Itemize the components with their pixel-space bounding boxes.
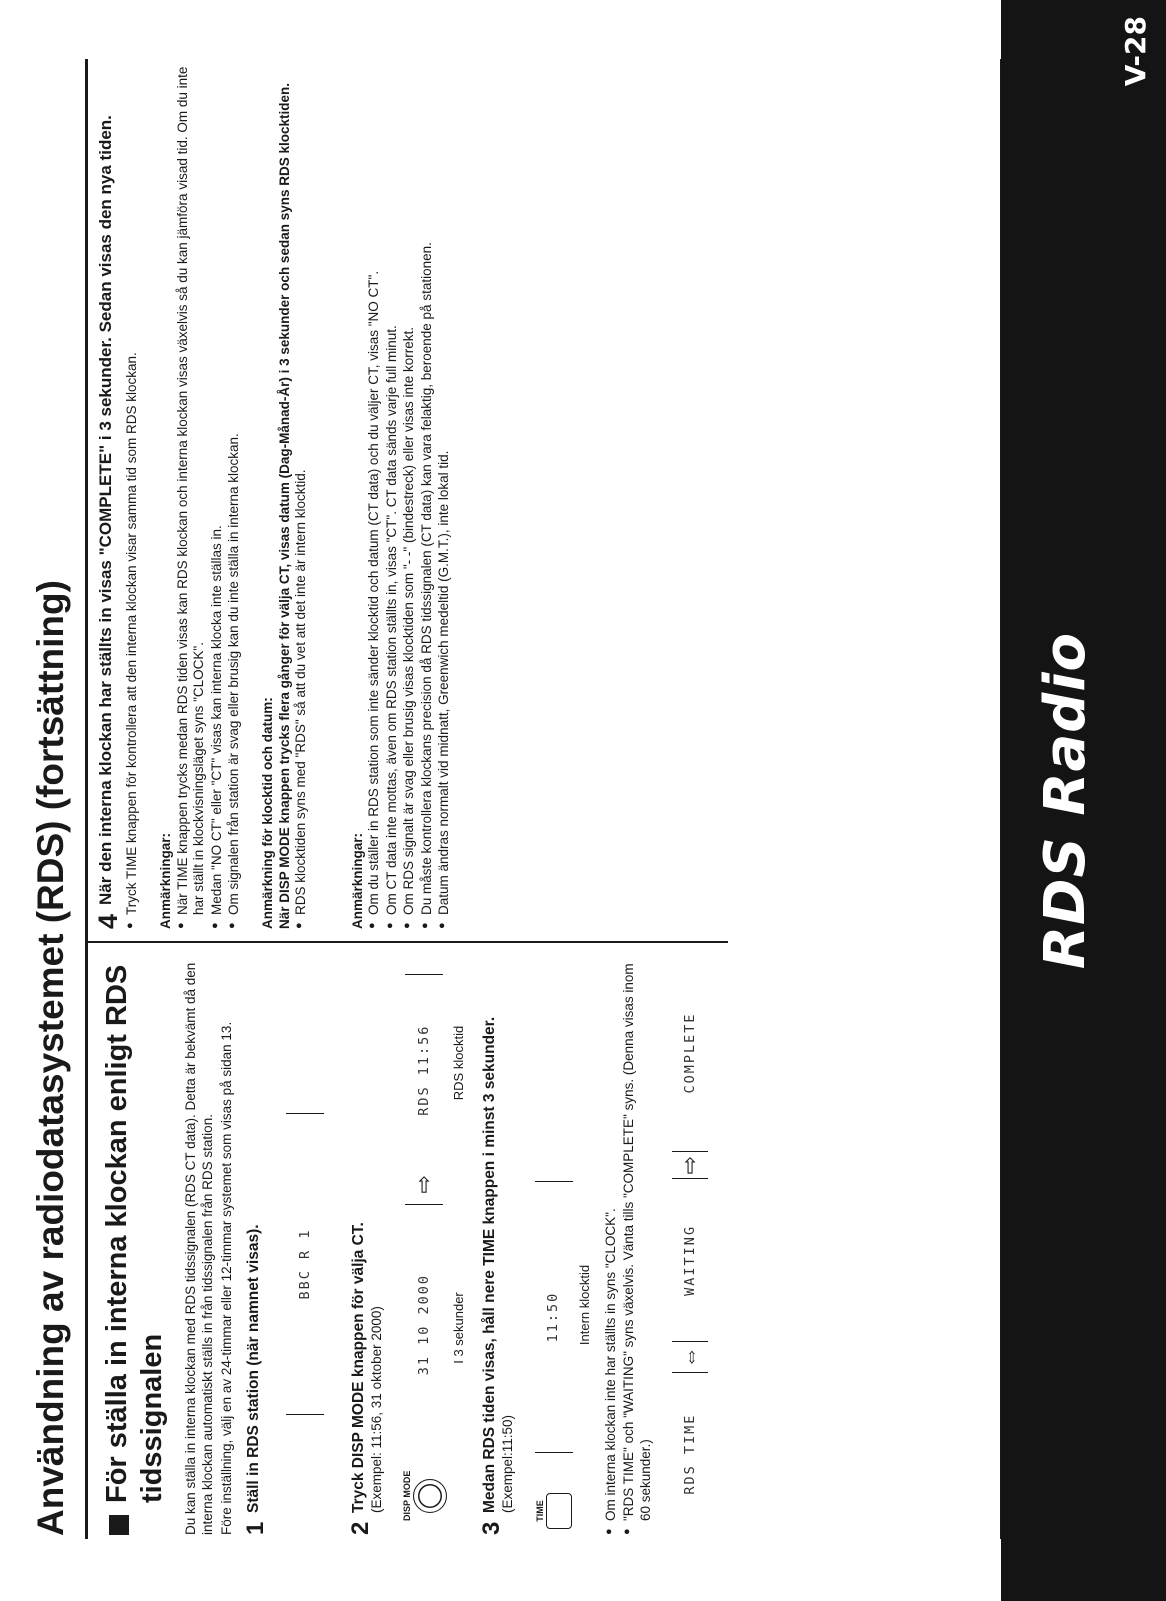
list-item: ● Datum ändras normalt vid midnatt, Greenwich medeltid (G.M.T.), inte lokal tid. (436, 57, 452, 929)
list-item: ● Tryck TIME knappen för kontrollera att den interna klockan visar samma tid som RDS klockan. (124, 57, 140, 929)
list-item: ● Om interna klockan inte har ställts in syns "CLOCK". (603, 955, 620, 1535)
list-item: ● När TIME knappen trycks medan RDS tiden visas kan RDS klockan och interna klockan visas växelvis så du kan jämföra visad tid. Om du inte har ställt in klockvisningsläget syns "CLOCK". (175, 57, 208, 929)
knob-icon (413, 1479, 447, 1513)
step-example: (Exempel: 11:56, 31 oktober 2000) (368, 1306, 384, 1513)
step-4 (93, 57, 123, 929)
step-title: Medan RDS tiden visas, håll nere TIME knappen i minst 3 sekunder. (481, 1016, 499, 1513)
square-bullet-icon (109, 1515, 129, 1535)
lcd-text: COMPLETE (682, 1012, 699, 1094)
step-4-bullets (124, 57, 140, 929)
list-item: ● Om du ställer in RDS station som inte sänder klocktid och datum (CT data) och du väljer CT, visas "NO CT". (366, 57, 382, 929)
step-3 (478, 955, 516, 1535)
page-number: V-28 (1119, 16, 1152, 87)
ct-display-row (402, 955, 447, 1535)
time-button[interactable] (535, 1493, 572, 1529)
caption-internal: Intern klocktid (576, 1264, 592, 1346)
double-arrow-icon: ⇔ (677, 1346, 703, 1369)
step-3-bullets (603, 955, 655, 1535)
time-display-row (535, 955, 573, 1529)
ct-captions (451, 955, 467, 1443)
button-label: TIME (534, 1500, 545, 1522)
notes-heading: Anmärkningar: (158, 832, 174, 929)
lcd-text: RDS 11:56 (415, 1024, 432, 1116)
caption-clock: RDS klocktid (450, 1025, 466, 1101)
step-number: 1 (242, 1521, 270, 1535)
step-2 (347, 955, 385, 1535)
lcd-text: 31 10 2000 (415, 1274, 432, 1376)
rds-clock-display (405, 974, 443, 1165)
arrow-right-icon: ⇨ (411, 1175, 437, 1194)
right-column (93, 57, 454, 929)
notes-list (366, 57, 452, 929)
step-title: När den interna klockan har ställts in visas "COMPLETE" i 3 sekunder. Sedan visas den nya tiden. (96, 115, 115, 905)
status-display-waiting (672, 1179, 708, 1343)
title-rule (85, 59, 88, 1539)
clock-date-note-text: När DISP MODE knappen trycks flera gånger för välja CT, visas datum (Dag-Månad-År) i 3 sekunder och sedan syns RDS klocktiden. (276, 83, 292, 929)
section-title: För ställa in interna klockan enligt RDS tidssignalen (101, 964, 169, 1503)
lcd-text: BBC R 1 (296, 1228, 313, 1300)
list-item: ● RDS klocktiden syns med "RDS" så att du vet att det inte är intern klocktid. (293, 57, 309, 929)
clock-date-note-bullets (293, 57, 309, 929)
lcd-text: RDS TIME (682, 1413, 699, 1495)
list-item: ● Du måste kontrollera klockans precision då RDS tidssignalen (CT data) kan vara felaktig, beroende på stationen. (419, 57, 435, 929)
page-title: Användning av radiodatasystemet (RDS) (fortsättning) (30, 580, 71, 1536)
list-item: ● Om RDS signalt är svag eller brusig visas klocktiden som "- -" (bindestreck) eller visas inte korrekt. (401, 57, 417, 929)
step-1 (242, 955, 270, 1535)
clock-date-note-heading: Anmärkning för klocktid och datum: (260, 697, 276, 929)
step-title: Tryck DISP MODE knappen för välja CT. (350, 1222, 368, 1513)
status-display-rds-time (672, 1372, 708, 1535)
intro-paragraph-2: Före inställning, välj en av 24-timmar eller 12-timmar systemet som visas på sidan 13. (218, 1021, 234, 1535)
status-display-complete (672, 955, 708, 1152)
step-number: 4 (93, 913, 123, 929)
station-name-display (286, 1113, 324, 1415)
list-item: ● "RDS TIME" och "WAITING" syns växelvis. Vänta tills "COMPLETE" syns. (Denna visas inom 60 sekunder.) (621, 955, 655, 1535)
step-title: Ställ in RDS station (när namnet visas). (245, 1224, 263, 1513)
section-band (1001, 0, 1166, 1601)
notes-heading: Anmärkningar: (349, 832, 365, 929)
notes-list (175, 57, 243, 929)
intro-paragraph-1: Du kan ställa in interna klockan med RDS tidssignalen (RDS CT data). Detta är bekvämt då den interna klockan automatiskt ställs in från tidssignalen från RDS station. (182, 962, 215, 1535)
step-example: (Exempel:11:50) (499, 1414, 515, 1513)
lcd-text: WAITING (682, 1224, 699, 1296)
square-button-icon (546, 1493, 572, 1529)
section-heading (100, 955, 171, 1535)
step-number: 2 (347, 1521, 375, 1535)
list-item: ● Om signalen från station är svag eller brusig kan du inte ställa in interna klockan. (226, 57, 242, 929)
step-number: 3 (478, 1521, 506, 1535)
list-item: ● Om CT data inte mottas, även om RDS station ställts in, visas "CT". CT data sänds varje full minut. (384, 57, 400, 929)
internal-clock-display (535, 1181, 573, 1453)
left-column (100, 955, 708, 1535)
arrow-right-icon: ⇨ (677, 1156, 703, 1175)
column-divider (88, 941, 728, 943)
date-display (405, 1204, 443, 1445)
caption-date: I 3 sekunder (450, 1292, 466, 1364)
band-title: RDS Radio (1033, 631, 1098, 970)
status-sequence (672, 955, 708, 1535)
disp-mode-button[interactable] (402, 1471, 447, 1521)
list-item: ● Medan "NO CT" eller "CT" visas kan interna klocka inte ställas in. (209, 57, 225, 929)
button-label: DISP MODE (401, 1470, 412, 1521)
lcd-text: 11:50 (545, 1291, 562, 1343)
